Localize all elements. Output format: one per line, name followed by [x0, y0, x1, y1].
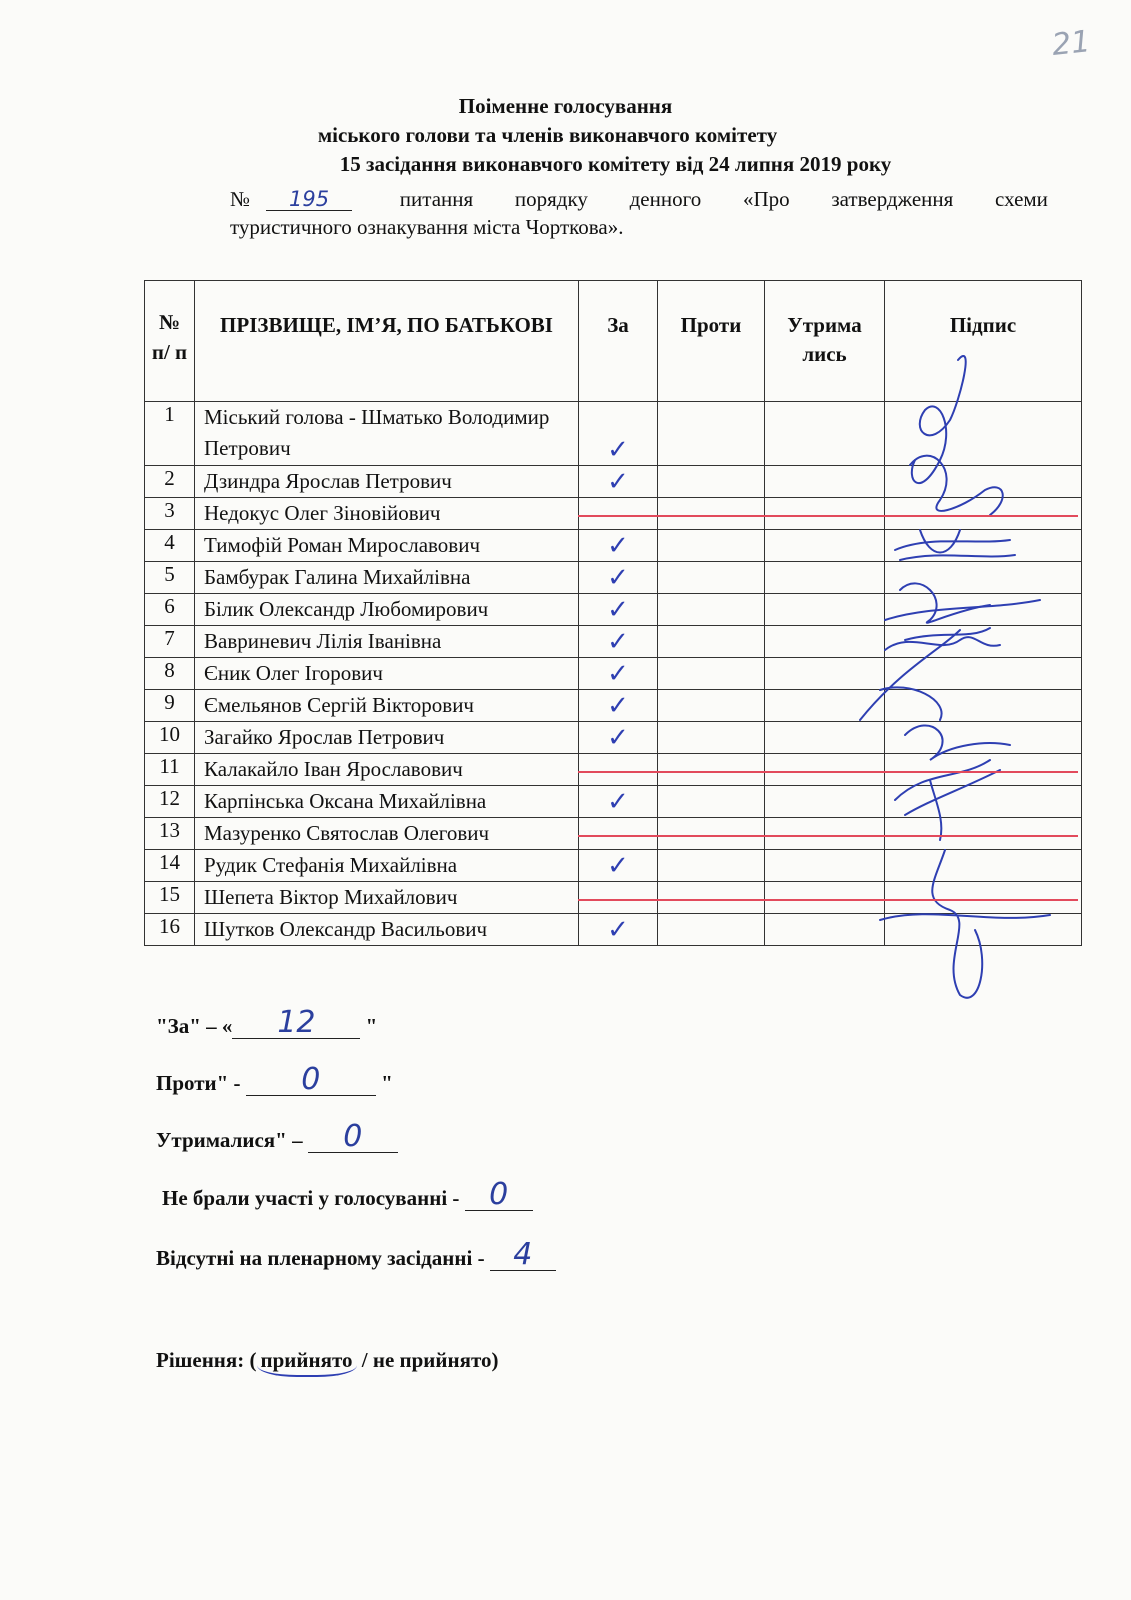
row-number: 16 — [145, 914, 195, 946]
summary-against-end: " — [375, 1071, 393, 1095]
member-name: Єник Олег Ігорович — [195, 658, 579, 690]
vote-against-cell — [658, 754, 765, 786]
row-number: 8 — [145, 658, 195, 690]
summary-not-participated-label: Не брали участі у голосуванні - — [162, 1186, 465, 1210]
vote-for-mark: ✓ — [579, 658, 658, 690]
vote-abstained-cell — [765, 466, 885, 498]
vote-against-cell — [658, 690, 765, 722]
row-number: 5 — [145, 562, 195, 594]
decision-label: Рішення: ( — [156, 1348, 257, 1372]
table-header-row — [145, 281, 1082, 402]
vote-abstained-cell — [765, 850, 885, 882]
header-abstained: Утрима лись — [765, 281, 885, 402]
vote-for-mark: ✓ — [579, 402, 658, 466]
signature-cell — [885, 818, 1082, 850]
table-row — [145, 626, 1082, 658]
signature-cell — [885, 562, 1082, 594]
decision-accepted: прийнято — [257, 1348, 357, 1377]
summary-for-label: "За" – « — [156, 1014, 233, 1038]
vote-for-mark: ✓ — [579, 786, 658, 818]
signature-cell — [885, 690, 1082, 722]
vote-against-cell — [658, 882, 765, 914]
vote-abstained-cell — [765, 914, 885, 946]
table-row — [145, 754, 1082, 786]
vote-against-cell — [658, 818, 765, 850]
vote-for-mark: ✓ — [579, 722, 658, 754]
vote-abstained-cell — [765, 530, 885, 562]
row-number: 13 — [145, 818, 195, 850]
member-name: Міський голова - Шматько Володимир Петрович — [195, 402, 579, 466]
decision-end: ) — [491, 1348, 499, 1372]
member-name: Загайко Ярослав Петрович — [195, 722, 579, 754]
row-number: 12 — [145, 786, 195, 818]
summary-for-end: " — [360, 1014, 378, 1038]
vote-for-mark: ✓ — [579, 914, 658, 946]
vote-for-mark: ✓ — [579, 850, 658, 882]
table-row — [145, 818, 1082, 850]
signature-cell — [885, 658, 1082, 690]
vote-against-cell — [658, 498, 765, 530]
summary-against — [156, 1062, 393, 1097]
member-name: Вавриневич Лілія Іванівна — [195, 626, 579, 658]
agenda-word: денного — [629, 187, 702, 211]
row-number: 4 — [145, 530, 195, 562]
table-row — [145, 402, 1082, 466]
absence-strike-line — [578, 515, 1078, 517]
table-row — [145, 882, 1082, 914]
summary-against-value: 0 — [246, 1065, 376, 1096]
summary-for-value: 12 — [232, 1008, 360, 1039]
vote-against-cell — [658, 530, 765, 562]
agenda-number-line — [230, 185, 358, 213]
vote-abstained-cell — [765, 818, 885, 850]
agenda-item-number: 195 — [266, 188, 352, 211]
vote-against-cell — [658, 850, 765, 882]
table-row — [145, 498, 1082, 530]
vote-for-mark — [579, 882, 658, 914]
member-name: Дзиндра Ярослав Петрович — [195, 466, 579, 498]
signature-cell — [885, 626, 1082, 658]
vote-abstained-cell — [765, 626, 885, 658]
vote-abstained-cell — [765, 882, 885, 914]
signature-cell — [885, 530, 1082, 562]
table-row — [145, 466, 1082, 498]
vote-for-mark — [579, 818, 658, 850]
signature-cell — [885, 754, 1082, 786]
decision-separator: / — [356, 1348, 373, 1372]
decision-not-accepted: не прийнято — [372, 1348, 492, 1372]
summary-absent-value: 4 — [490, 1240, 556, 1271]
vote-against-cell — [658, 402, 765, 466]
table-row — [145, 690, 1082, 722]
signature-cell — [885, 466, 1082, 498]
header-name: ПРІЗВИЩЕ, ІМ’Я, ПО БАТЬКОВІ — [195, 281, 579, 402]
agenda-word: затвердження — [831, 187, 954, 211]
document-title: Поіменне голосування — [458, 94, 673, 118]
vote-for-mark: ✓ — [579, 530, 658, 562]
vote-against-cell — [658, 786, 765, 818]
vote-against-cell — [658, 466, 765, 498]
summary-not-participated-value: 0 — [465, 1180, 533, 1211]
decision-line — [156, 1348, 499, 1373]
meeting-line: 15 засідання виконавчого комітету від 24 липня 2019 року — [339, 152, 892, 176]
table-row — [145, 722, 1082, 754]
member-name: Рудик Стефанія Михайлівна — [195, 850, 579, 882]
vote-for-mark: ✓ — [579, 466, 658, 498]
member-name: Шепета Віктор Михайлович — [195, 882, 579, 914]
row-number: 1 — [145, 402, 195, 466]
agenda-row2: туристичного ознакування міста Чорткова». — [230, 215, 624, 239]
summary-abstained — [156, 1119, 398, 1154]
vote-for-mark: ✓ — [579, 562, 658, 594]
vote-against-cell — [658, 594, 765, 626]
agenda-word: схеми — [995, 187, 1048, 211]
signature-cell — [885, 882, 1082, 914]
vote-for-mark — [579, 754, 658, 786]
vote-against-cell — [658, 722, 765, 754]
voting-table — [144, 280, 1082, 946]
agenda-item — [230, 185, 1048, 241]
member-name: Тимофій Роман Мирославович — [195, 530, 579, 562]
summary-absent-label: Відсутні на пленарному засіданні - — [156, 1246, 490, 1270]
table-row — [145, 658, 1082, 690]
table-row — [145, 562, 1082, 594]
absence-strike-line — [578, 899, 1078, 901]
table-row — [145, 914, 1082, 946]
agenda-row1 — [230, 185, 1048, 213]
vote-abstained-cell — [765, 754, 885, 786]
vote-against-cell — [658, 626, 765, 658]
absence-strike-line — [578, 771, 1078, 773]
row-number: 10 — [145, 722, 195, 754]
table-row — [145, 850, 1082, 882]
vote-for-mark — [579, 498, 658, 530]
member-name: Карпінська Оксана Михайлівна — [195, 786, 579, 818]
number-sign: № — [230, 187, 251, 211]
header-for: За — [579, 281, 658, 402]
signature-cell — [885, 594, 1082, 626]
table-row — [145, 530, 1082, 562]
member-name: Недокус Олег Зіновійович — [195, 498, 579, 530]
agenda-word: порядку — [514, 187, 588, 211]
vote-abstained-cell — [765, 690, 885, 722]
member-name: Шутков Олександр Васильович — [195, 914, 579, 946]
row-number: 14 — [145, 850, 195, 882]
row-number: 15 — [145, 882, 195, 914]
header-signature: Підпис — [885, 281, 1082, 402]
header-against: Проти — [658, 281, 765, 402]
vote-against-cell — [658, 914, 765, 946]
vote-abstained-cell — [765, 722, 885, 754]
summary-absent — [156, 1237, 556, 1272]
row-number: 6 — [145, 594, 195, 626]
vote-for-mark: ✓ — [579, 594, 658, 626]
row-number: 7 — [145, 626, 195, 658]
absence-strike-line — [578, 835, 1078, 837]
vote-against-cell — [658, 658, 765, 690]
member-name: Бамбурак Галина Михайлівна — [195, 562, 579, 594]
member-name: Білик Олександр Любомирович — [195, 594, 579, 626]
vote-abstained-cell — [765, 786, 885, 818]
vote-abstained-cell — [765, 498, 885, 530]
vote-for-mark: ✓ — [579, 626, 658, 658]
summary-abstained-label: Утрималися" – — [156, 1128, 308, 1152]
summary-against-label: Проти" - — [156, 1071, 246, 1095]
vote-abstained-cell — [765, 658, 885, 690]
signature-cell — [885, 498, 1082, 530]
row-number: 9 — [145, 690, 195, 722]
signature-cell — [885, 914, 1082, 946]
signature-cell — [885, 786, 1082, 818]
document-subtitle: міського голови та членів виконавчого комітету — [317, 123, 778, 147]
header-number: № п/ п — [145, 281, 195, 402]
vote-for-mark: ✓ — [579, 690, 658, 722]
page-number: 21 — [1050, 24, 1092, 63]
row-number: 11 — [145, 754, 195, 786]
member-name: Калакайло Іван Ярославович — [195, 754, 579, 786]
signature-cell — [885, 402, 1082, 466]
row-number: 2 — [145, 466, 195, 498]
signature-cell — [885, 850, 1082, 882]
summary-abstained-value: 0 — [308, 1122, 398, 1153]
summary-not-participated — [162, 1177, 533, 1212]
signature-cell — [885, 722, 1082, 754]
summary-for — [156, 1005, 378, 1040]
row-number: 3 — [145, 498, 195, 530]
vote-abstained-cell — [765, 402, 885, 466]
table-row — [145, 786, 1082, 818]
member-name: Мазуренко Святослав Олегович — [195, 818, 579, 850]
table-row — [145, 594, 1082, 626]
agenda-word: «Про — [742, 187, 790, 211]
member-name: Ємельянов Сергій Вікторович — [195, 690, 579, 722]
vote-abstained-cell — [765, 562, 885, 594]
agenda-word: питання — [399, 187, 474, 211]
vote-against-cell — [658, 562, 765, 594]
vote-abstained-cell — [765, 594, 885, 626]
